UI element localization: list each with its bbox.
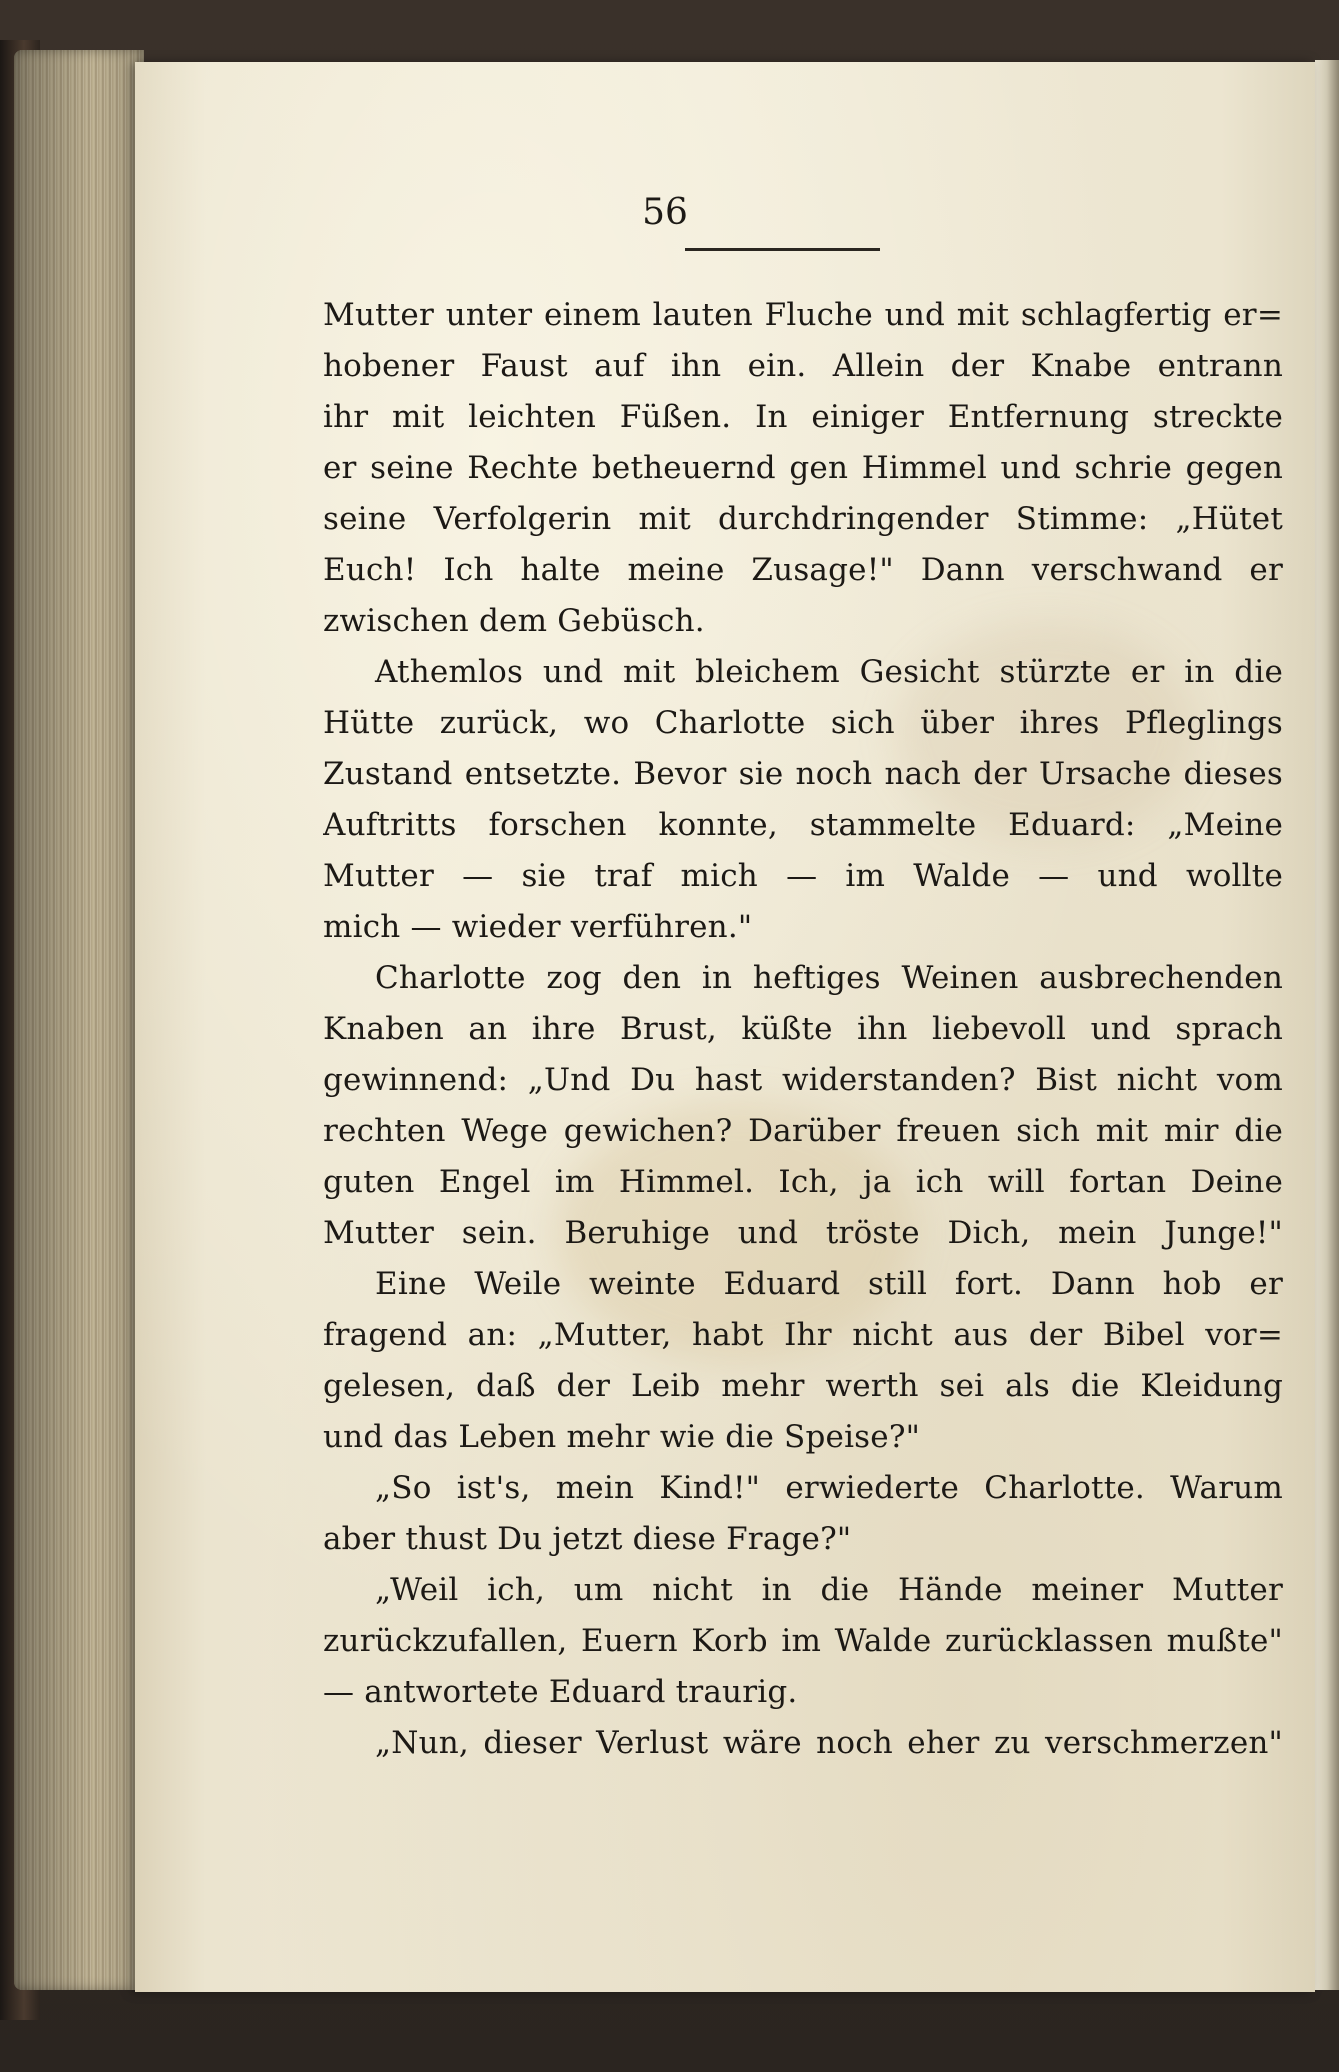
text-line: zurückzufallen, Euern Korb im Walde zurücklassen mußte"	[323, 1623, 1283, 1659]
facing-page-edge	[1315, 60, 1339, 1990]
text-line: gewinnend: „Und Du hast widerstanden? Bist nicht vom	[323, 1062, 1283, 1098]
page-number: 56	[642, 192, 688, 233]
text-line: seine Verfolgerin mit durchdringender Stimme: „Hütet	[323, 501, 1283, 537]
text-line: aber thust Du jetzt diese Frage?"	[323, 1521, 852, 1557]
text-line: Hütte zurück, wo Charlotte sich über ihres Pfleglings	[323, 705, 1283, 741]
text-line: Athemlos und mit bleichem Gesicht stürzte er in die	[375, 654, 1283, 690]
text-line: Auftritts forschen konnte, stammelte Eduard: „Meine	[323, 807, 1283, 843]
text-line: und das Leben mehr wie die Speise?"	[323, 1419, 921, 1455]
body-text	[323, 290, 1283, 1769]
text-line: Mutter unter einem lauten Fluche und mit schlagfertig er=	[323, 297, 1283, 333]
text-line: gelesen, daß der Leib mehr werth sei als die Kleidung	[323, 1368, 1283, 1404]
text-line: „Weil ich, um nicht in die Hände meiner Mutter	[375, 1572, 1283, 1608]
text-line: „So ist's, mein Kind!" erwiederte Charlotte. Warum	[375, 1470, 1283, 1506]
text-line: ihr mit leichten Füßen. In einiger Entfernung streckte	[323, 399, 1283, 435]
text-line: „Nun, dieser Verlust wäre noch eher zu verschmerzen"	[375, 1725, 1283, 1761]
page-stack-shadow	[14, 50, 144, 1990]
text-line: Knaben an ihre Brust, küßte ihn liebevoll und sprach	[323, 1011, 1283, 1047]
text-line: — antwortete Eduard traurig.	[323, 1674, 798, 1710]
text-line: Eine Weile weinte Eduard still fort. Dann hob er	[375, 1266, 1283, 1302]
text-line: mich — wieder verführen."	[323, 909, 753, 945]
text-line: zwischen dem Gebüsch.	[323, 603, 705, 639]
text-line: er seine Rechte betheuernd gen Himmel und schrie gegen	[323, 450, 1283, 486]
book-page	[135, 62, 1315, 1992]
text-line: Zustand entsetzte. Bevor sie noch nach der Ursache dieses	[323, 756, 1283, 792]
text-line: Mutter — sie traf mich — im Walde — und wollte	[323, 858, 1283, 894]
text-line: Euch! Ich halte meine Zusage!" Dann verschwand er	[323, 552, 1283, 588]
header-rule	[685, 248, 880, 251]
text-line: Mutter sein. Beruhige und tröste Dich, mein Junge!"	[323, 1215, 1283, 1251]
text-line: hobener Faust auf ihn ein. Allein der Knabe entrann	[323, 348, 1283, 384]
text-line: Charlotte zog den in heftiges Weinen ausbrechenden	[375, 960, 1283, 996]
text-line: guten Engel im Himmel. Ich, ja ich will fortan Deine	[323, 1164, 1283, 1200]
text-line: fragend an: „Mutter, habt Ihr nicht aus der Bibel vor=	[323, 1317, 1283, 1353]
text-line: rechten Wege gewichen? Darüber freuen sich mit mir die	[323, 1113, 1283, 1149]
